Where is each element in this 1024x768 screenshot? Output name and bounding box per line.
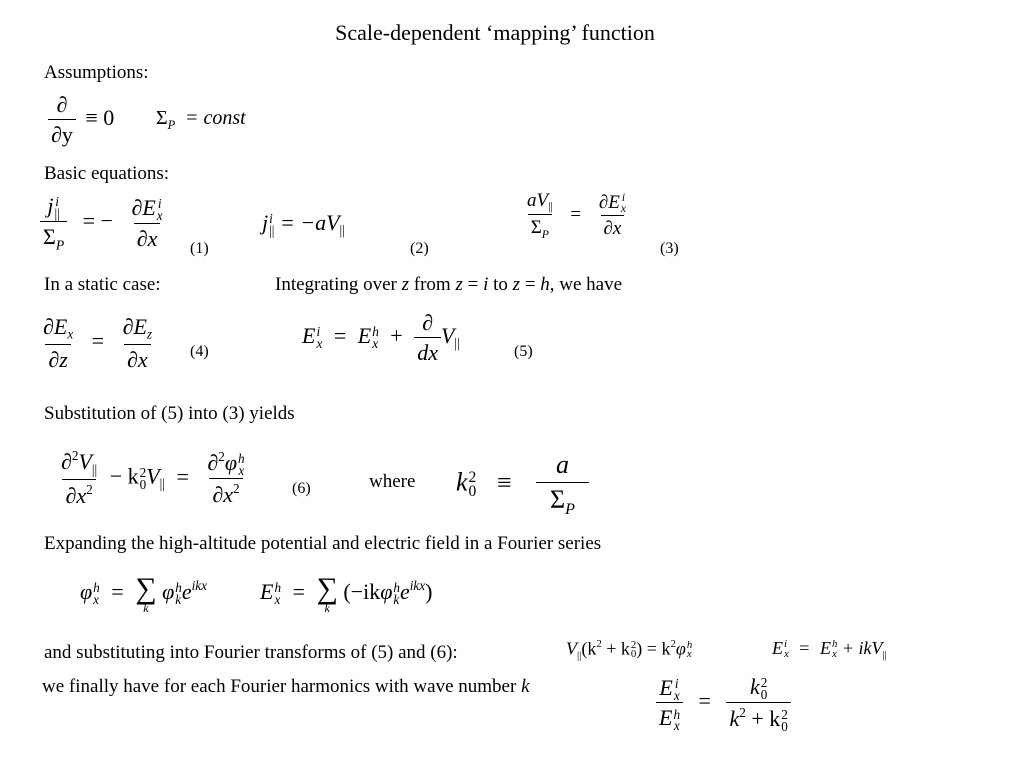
- const-text: const: [203, 107, 246, 129]
- fraction-numerator: k 2 0: [749, 674, 768, 702]
- equals-minus: = −: [82, 208, 113, 234]
- fourier-transform-eq-2: E i x = E h x + ikV$_{||}$: [772, 638, 887, 661]
- equation-5-label: (5): [514, 343, 533, 360]
- assumption-derivative: [44, 92, 114, 148]
- equation-3-label: (3): [660, 240, 679, 257]
- fraction-denominator: ∂x: [601, 215, 625, 240]
- equals-sign: =: [186, 107, 198, 129]
- fraction-denominator: $\Sigma_P$: [536, 482, 589, 519]
- fraction-denominator: $\Sigma_P$: [528, 214, 552, 242]
- identity-zero: ≡ 0: [85, 105, 115, 131]
- equation-3: [520, 190, 633, 242]
- fraction-numerator: $\partial E_x$: [43, 314, 74, 342]
- Ei-over-Eh-fraction: [656, 675, 683, 733]
- basic-equations-label: Basic equations:: [44, 163, 170, 184]
- equation-6-label: (6): [292, 480, 311, 497]
- k0-definition: k 2 0 ≡ $\frac{a}{\Sigma_P}$: [456, 450, 593, 519]
- equation-1-label: (1): [190, 240, 209, 257]
- assumption-sigma: [156, 107, 246, 133]
- fraction-numerator: ∂: [56, 92, 68, 117]
- equation-4: [36, 314, 159, 373]
- fraction-numerator: ∂$^2$φ h x: [207, 448, 245, 479]
- a-over-sigma-fraction: [536, 450, 589, 519]
- fraction-numerator: $\partial^2V_{||}$: [61, 448, 98, 477]
- aV-over-sigma-fraction: [524, 190, 556, 242]
- fraction-denominator: ∂z: [45, 344, 70, 373]
- summation-symbol: ∑ k: [316, 572, 338, 615]
- equals-sign: =: [91, 328, 105, 354]
- fourier-transform-eq-1: $V_{||}(k^2 + k$ 2 0 ) = $k^2\varphi$ h x: [566, 638, 693, 662]
- dE-over-dx-fraction: [128, 195, 165, 252]
- sigma-subscript: P: [167, 118, 176, 132]
- dEz-over-dx-fraction: [120, 314, 155, 373]
- equals-sign: =: [570, 204, 582, 226]
- fourier-series-phi: φ h x = ∑ k φ h k $e^{ikx}$: [80, 572, 207, 615]
- equation-4-label: (4): [190, 343, 209, 360]
- integrating-text: Integrating over z from z = i to z = h, we have: [275, 274, 623, 295]
- equation-2: j i || = $-aV_{||}$: [262, 210, 345, 238]
- fraction-numerator: E i x: [659, 674, 680, 703]
- substituting-label: and substituting into Fourier transforms of (5) and (6):: [44, 642, 458, 663]
- partial-y-fraction: [48, 92, 76, 148]
- fraction-denominator: ∂x: [134, 223, 161, 252]
- equation-1: [36, 193, 170, 253]
- substitution-label: Substitution of (5) into (3) yields: [44, 403, 295, 424]
- dEx-over-dz-fraction: [40, 314, 76, 373]
- fraction-denominator: $\partial x^2$: [62, 479, 95, 509]
- fraction-numerator: a: [556, 450, 569, 479]
- where-text: where: [369, 471, 416, 492]
- static-case-label: In a static case:: [44, 274, 161, 295]
- fraction-numerator: $aV_{||}$: [527, 190, 553, 213]
- fraction-numerator: ∂E i x: [131, 194, 163, 223]
- fraction-numerator: ∂E i x: [598, 191, 626, 215]
- fraction-denominator: $\partial x^2$: [209, 478, 242, 508]
- summation-symbol: ∑ k: [135, 572, 157, 615]
- fraction-denominator: ∂y: [48, 119, 76, 148]
- fraction-denominator: ∂x: [124, 344, 151, 373]
- fourier-series-E: E h x = ∑ k (−ikφ h k $e^{ikx}$): [260, 572, 433, 615]
- page-title: Scale-dependent ‘mapping’ function: [335, 20, 655, 45]
- fraction-denominator: $k^2 + k$ 2 0: [726, 702, 790, 733]
- fraction-denominator: $\Sigma_P$: [40, 221, 67, 253]
- expanding-label: Expanding the high-altitude potential and electric field in a Fourier series: [44, 533, 602, 554]
- sigma-symbol: Σ: [156, 107, 168, 129]
- fraction-denominator: E h x: [656, 702, 683, 732]
- final-statement: we finally have for each Fourier harmonics with wave number k: [42, 676, 530, 697]
- fraction-numerator: j i ||: [47, 193, 60, 221]
- partial-over-dx-fraction: [414, 310, 441, 366]
- j-over-sigma-fraction: [40, 193, 67, 253]
- equation-6: $\frac{\partial^2V_{||}}{\partial x^2}$ − k 2 0 $V_{||}$ = ∂$^2$φ h x $\partial x^2$: [54, 448, 252, 509]
- final-equation: E i x E h x = k 2 0 $k^2 + k$ 2 0: [652, 674, 795, 733]
- d2phi-over-dx2-fraction: [204, 449, 247, 508]
- assumptions-label: Assumptions:: [44, 62, 149, 83]
- d2V-over-dx2-fraction: [58, 448, 100, 509]
- fraction-denominator: dx: [414, 337, 441, 366]
- fraction-numerator: ∂: [422, 310, 434, 335]
- k0-ratio-fraction: [726, 674, 790, 733]
- fraction-numerator: $\partial E_z$: [122, 314, 153, 342]
- equation-5: E i x = E h x + $\frac{\partial}{dx}$ $V_{||}$: [302, 310, 460, 365]
- dE-over-dx-fraction: [596, 192, 629, 240]
- equation-2-label: (2): [410, 240, 429, 257]
